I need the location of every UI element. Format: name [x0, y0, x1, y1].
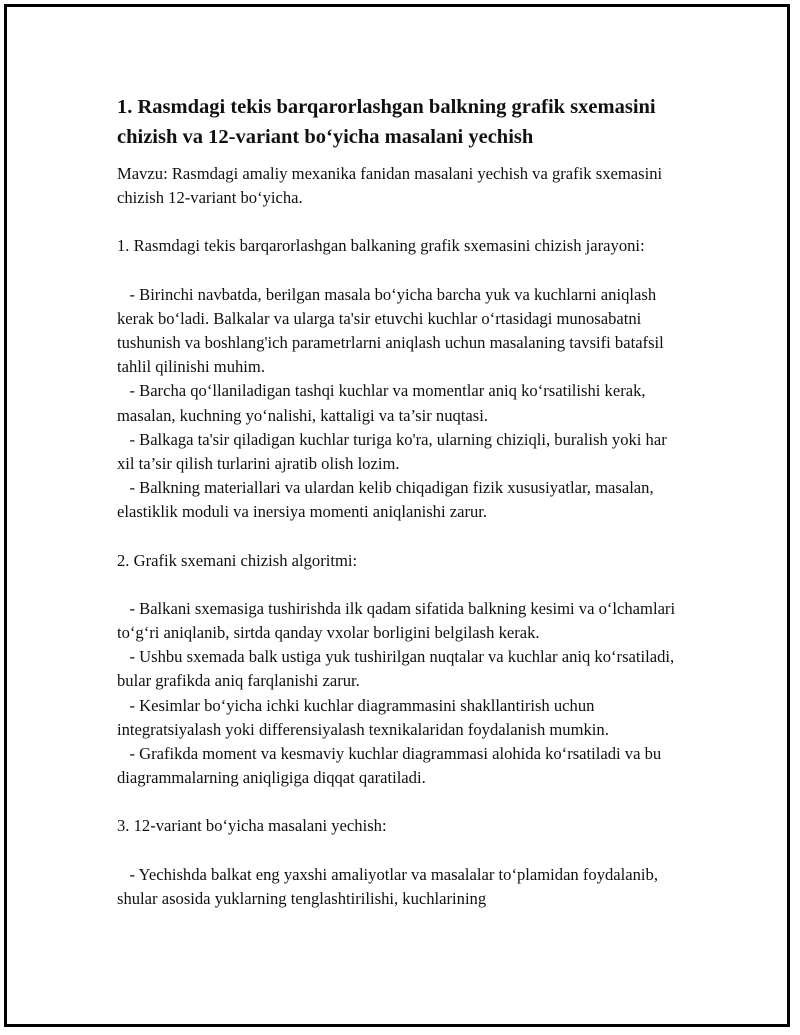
section-2-bullet: - Kesimlar bo‘yicha ichki kuchlar diagrammasini shakllantirish uchun integratsiyalash yoki differensiyalash texnikalaridan foydalanish mumkin.	[117, 695, 609, 739]
section-2-heading: 2. Grafik sxemani chizish algoritmi:	[117, 550, 358, 570]
spacer	[117, 790, 687, 814]
section-1-bullet: - Balkning materiallari va ulardan kelib chiqadigan fizik xususiyatlar, masalan, elastiklik moduli va inersiya momenti aniqlanishi zarur.	[117, 478, 658, 522]
section-1-bullet: - Barcha qo‘llaniladigan tashqi kuchlar va momentlar aniq ko‘rsatilishi kerak, masalan, kuchning yo‘nalishi, kattaligi va ta’sir nuqtasi.	[117, 381, 650, 425]
section-2-bullet: - Balkani sxemasiga tushirishda ilk qadam sifatida balkning kesimi va o‘lchamlari to‘g‘ri aniqlanib, sirtda qanday vxolar borligini belgilash kerak.	[117, 598, 680, 643]
spacer	[117, 210, 687, 234]
section-3-heading: 3. 12-variant bo‘yicha masalani yechish:	[117, 816, 387, 836]
section-1-heading: 1. Rasmdagi tekis barqarorlashgan balkaning grafik sxemasini chizish jarayoni:	[117, 236, 645, 256]
spacer	[117, 573, 687, 597]
section-3-bullet: - Yechishda balkat eng yaxshi amaliyotlar va masalalar to‘plamidan foydalanib, shular asosida yuklarning tenglashtirilishi, kuchlarining	[117, 864, 663, 908]
document-title: 1. Rasmdagi tekis barqarorlashgan balkning grafik sxemasini chizish va 12-variant bo‘yicha masalani yechish	[117, 96, 656, 148]
section-2-bullet: - Ushbu sxemada balk ustiga yuk tushirilgan nuqtalar va kuchlar aniq ko‘rsatiladi, bular grafikda aniq farqlanishi zarur.	[117, 647, 679, 691]
spacer	[117, 259, 687, 283]
section-2-bullet: - Grafikda moment va kesmaviy kuchlar diagrammasi alohida ko‘rsatiladi va bu diagrammalarning aniqligiga diqqat qaratiladi.	[117, 744, 666, 788]
intro-paragraph: Mavzu: Rasmdagi amaliy mexanika fanidan masalani yechish va grafik sxemasini chizish 12-variant bo‘yicha.	[117, 164, 667, 208]
spacer	[117, 839, 687, 863]
section-1-bullet: - Balkaga ta'sir qiladigan kuchlar turiga ko'ra, ularning chiziqli, buralish yoki har xil ta’sir qilish turlarini ajratib olish lozim.	[117, 429, 671, 474]
section-1-bullet: - Birinchi navbatda, berilgan masala bo‘yicha barcha yuk va kuchlarni aniqlash kerak bo‘ladi. Balkalar va ularga ta'sir etuvchi kuchlar o‘rtasidagi munosabatni tushunish va boshlang'ich parametrlarni aniqlash uchun masalaning tavsifi batafsil tahlil qilinishi muhim.	[117, 284, 668, 377]
spacer	[117, 525, 687, 549]
document-body	[117, 92, 687, 911]
